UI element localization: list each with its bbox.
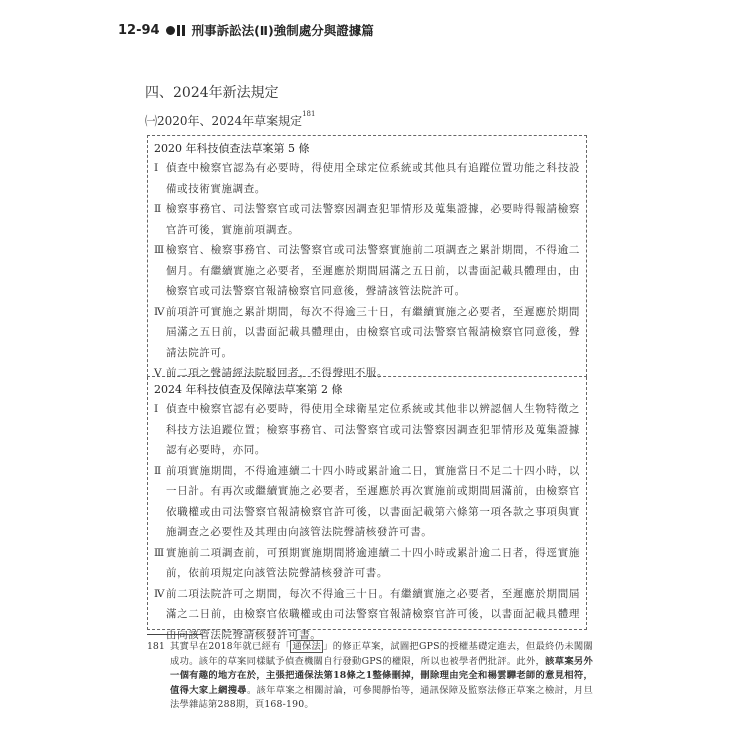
paragraph-number: Ⅱ — [154, 464, 162, 477]
footnote-highlight: 通保法 — [292, 641, 322, 652]
footnote-text-part: 其實早在2018年就已經有「 — [170, 641, 291, 652]
subsection-title-text: ㈠2020年、2024年草案規定 — [145, 114, 303, 128]
footnote-divider — [147, 634, 203, 635]
article-paragraph — [154, 399, 580, 461]
paragraph-text: 前二項法院許可之期間，每次不得逾三十日。有繼續實施之必要者，至遲應於期間屆滿之二日前，由檢察官依職權或由司法警察官報請檢察官許可後，以書面記載具體理由向該管法院聲請核發許可書。 — [166, 587, 580, 641]
paragraph-text: 偵查中檢察官認為有必要時，得使用全球定位系統或其他具有追蹤位置功能之科技設備或技術實施調查。 — [166, 162, 580, 195]
article-paragraph — [154, 158, 580, 199]
running-title: 刑事訴訟法(Ⅱ)強制處分與證據篇 — [191, 23, 374, 38]
paragraph-number: Ⅲ — [154, 244, 165, 256]
page-header — [118, 20, 374, 40]
footnote-text — [170, 640, 593, 713]
footnote — [147, 640, 593, 713]
header-marker-icon — [166, 25, 185, 36]
section-title: 四、2024年新法規定 — [145, 85, 279, 101]
article-paragraph — [154, 461, 580, 543]
paragraph-number: Ⅰ — [154, 403, 159, 415]
paragraph-text: 檢察官、檢察事務官、司法警察官或司法警察實施前二項調查之累計期間，不得逾二個月。有繼續實施之必要者，至遲應於期間屆滿之五日前，以書面記載具體理由，由檢察官或司法警察官報請檢察官同意後，聲請該管法院許可。 — [166, 244, 580, 297]
footnote-text-part: 」的修正草案，試圖把GPS的授權基礎定進去，但最終仍未闖關成功。該年的草案同樣賦予偵查機關自行發動GPS的權限，所以也被學者們批評。此外， — [170, 641, 593, 667]
article-paragraph — [154, 302, 580, 364]
footnote-text-part: 。該年草案之相關討論，可參閱靜怡等，通訊保障及監察法修正草案之檢討，月旦法學雜誌第288期，頁168-190。 — [170, 684, 593, 711]
subsection-title — [145, 112, 315, 129]
paragraph-text: 前二項之聲請經法院駁回者，不得聲明不服。 — [166, 367, 388, 379]
paragraph-number: Ⅳ — [154, 305, 166, 318]
article-paragraph — [154, 584, 580, 646]
paragraph-number: Ⅰ — [154, 162, 159, 174]
article-paragraph — [154, 240, 580, 302]
box-heading: 2020 年科技偵查法草案第 5 條 — [154, 142, 310, 155]
page-number: 12-94 — [118, 22, 160, 38]
paragraph-text: 實施前二項調查前，可預期實施期間將逾連續二十四小時或累計逾二日者，得逕實施前，依前項規定向該管法院聲請核發許可書。 — [166, 546, 580, 579]
article-paragraph — [154, 199, 580, 240]
paragraph-number: Ⅴ — [154, 367, 163, 379]
footnote-bold-text: 該草案另外一個有趣的地方在於，主張把通保法第18條之1整條刪掉，刪除理由完全和楊雲驊老師的意見相符，值得大家上網搜尋 — [170, 655, 593, 696]
paragraph-number: Ⅲ — [154, 546, 165, 559]
paragraph-text: 偵查中檢察官認有必要時，得使用全球衛星定位系統或其他非以辨認個人生物特徵之科技方法追蹤位置；檢察事務官、司法警察官或司法警察因調查犯罪情形及蒐集證據認有必要時，亦同。 — [166, 403, 580, 456]
paragraph-text: 前項許可實施之累計期間，每次不得逾三十日，有繼續實施之必要者，至遲應於期間屆滿之五日前，以書面記載具體理由，由檢察官或司法警察官報請檢察官同意後，聲請法院許可。 — [166, 305, 580, 359]
paragraph-text: 前項實施期間，不得逾連續二十四小時或累計逾二日，實施當日不足二十四小時，以一日計。有再次或繼續實施之必要者，至遲應於再次實施前或期間屆滿前，由檢察官依職權或由司法警察官報請檢察官許可後，以書面記載第六條第一項各款之事項與實施調查之必要性及其理由向該管法院聲請核發許可書。 — [166, 464, 580, 538]
footnote-number: 181 — [147, 641, 165, 652]
box-heading: 2024 年科技偵查及保障法草案第 2 條 — [154, 383, 343, 396]
paragraph-number: Ⅳ — [154, 587, 166, 600]
draft-2024-box — [147, 377, 587, 641]
draft-2020-box — [147, 135, 587, 377]
paragraph-text: 檢察事務官、司法警察官或司法警察因調查犯罪情形及蒐集證據，必要時得報請檢察官許可後，實施前項調查。 — [166, 203, 580, 236]
footnote-ref: 181 — [302, 110, 316, 118]
paragraph-number: Ⅱ — [154, 203, 162, 215]
article-paragraph — [154, 543, 580, 584]
